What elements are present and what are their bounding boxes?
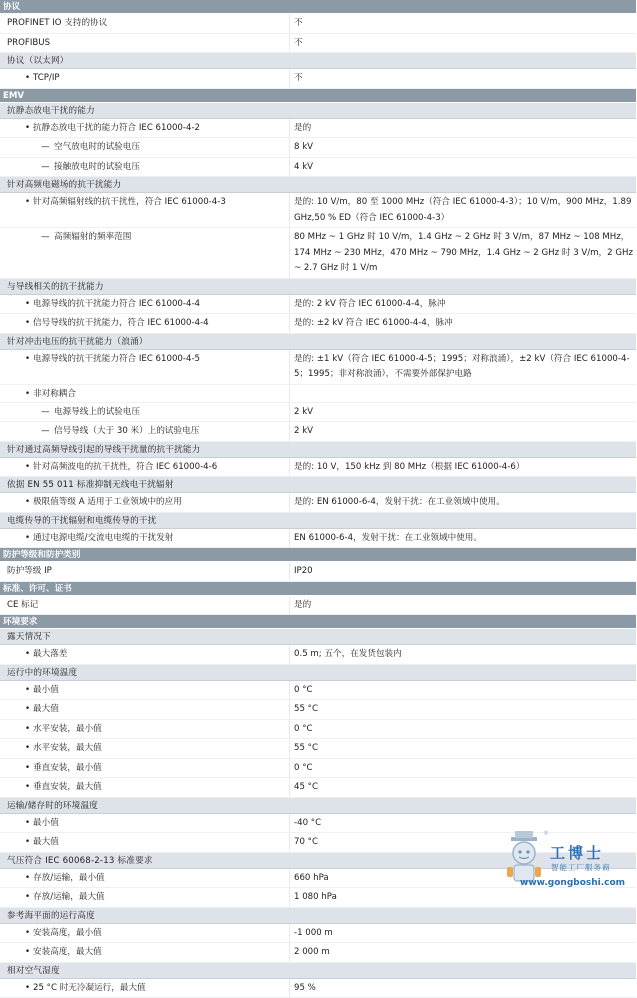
bullet-icon: • [25,531,33,545]
spec-label [0,739,285,755]
group-title: 电缆传导的干扰辐射和电缆传导的干扰 [7,516,157,526]
spec-label-text: 存放/运输，最大值 [33,892,105,902]
bullet-icon: • [25,890,33,904]
bullet-icon: • [25,460,33,474]
group-title: 参考海平面的运行高度 [7,911,95,921]
spec-row [0,739,636,759]
section-header [0,582,636,596]
bullet-icon: • [25,495,33,509]
spec-label [0,350,285,366]
section-header [0,89,636,103]
spec-value: EN 61000-6-4，发射干扰：在工业领域中使用。 [294,529,636,548]
spec-label [0,814,285,830]
bullet-icon: • [25,297,33,311]
spec-label [0,34,285,50]
spec-label-text: 信号导线（大于 30 米）上的试验电压 [54,426,199,436]
spec-value: 是的: ±2 kV 符合 IEC 61000-4-4，脉冲 [294,314,636,333]
spec-value: 是的 [294,596,636,615]
spec-row [0,314,636,334]
column-divider [289,562,290,581]
column-divider [289,833,290,852]
spec-label-text: 水平安装，最小值 [33,724,102,734]
dash-icon: — [41,424,54,438]
group-header [0,665,636,681]
spec-row [0,529,636,549]
bullet-icon: • [25,761,33,775]
column-divider [289,596,290,615]
spec-row [0,759,636,779]
group-header [0,908,636,924]
bullet-icon: • [25,741,33,755]
spec-value: 0.5 m; 五个，在发货包装内 [294,645,636,664]
spec-label-text: 电源导线的抗干扰能力符合 IEC 61000-4-4 [33,299,200,309]
column-divider [289,119,290,138]
bullet-icon: • [25,722,33,736]
spec-value: 4 kV [294,158,636,177]
spec-value: 不 [294,14,636,33]
section-header [0,548,636,562]
group-title: 相对空气湿度 [7,966,60,976]
spec-label [0,193,285,209]
spec-row [0,720,636,740]
spec-label [0,493,285,509]
spec-row [0,562,636,582]
spec-row [0,596,636,616]
spec-label [0,562,285,578]
column-divider [289,14,290,33]
spec-value: 95 % [294,979,636,998]
group-header [0,963,636,979]
spec-label [0,14,285,30]
column-divider [289,814,290,833]
spec-label [0,645,285,661]
spec-label-text: 抗静态放电干扰的能力符合 IEC 61000-4-2 [33,123,200,133]
group-header [0,798,636,814]
watermark-tagline: 智能工厂服务商 [551,862,611,873]
spec-row [0,119,636,139]
section-title: EMV [3,91,24,101]
column-divider [289,69,290,88]
spec-row [0,34,636,54]
bullet-icon: • [25,835,33,849]
spec-row [0,924,636,944]
spec-value: IP20 [294,562,636,581]
spec-row [0,943,636,963]
spec-label-text: 最大值 [33,837,59,847]
spec-value: -40 °C [294,814,636,833]
spec-value: 55 °C [294,739,636,758]
spec-label-text: 接触放电时的试验电压 [54,162,140,172]
spec-label [0,778,285,794]
column-divider [289,720,290,739]
spec-value: 是的 [294,119,636,138]
spec-label [0,138,285,154]
section-title: 防护等级和防护类别 [3,550,80,560]
spec-value: 55 °C [294,700,636,719]
spec-label-text: 防护等级 IP [7,566,52,576]
spec-value: 0 °C [294,759,636,778]
spec-label-text: 电源导线的抗干扰能力符合 IEC 61000-4-5 [33,354,200,364]
bullet-icon: • [25,871,33,885]
spec-label-text: 针对高频波电的抗干扰性，符合 IEC 61000-4-6 [33,462,217,472]
group-title: 气压符合 IEC 60068-2-13 标准要求 [7,856,153,866]
bullet-icon: • [25,816,33,830]
group-header [0,629,636,645]
bullet-icon: • [25,780,33,794]
spec-value: 0 °C [294,720,636,739]
column-divider [289,228,290,278]
spec-row [0,700,636,720]
dash-icon: — [41,230,54,244]
spec-label-text: CE 标记 [7,600,38,610]
spec-label [0,720,285,736]
group-title: 与导线相关的抗干扰能力 [7,282,104,292]
spec-row [0,228,636,279]
bullet-icon: • [25,945,33,959]
column-divider [289,422,290,441]
group-title: 运行中的环境温度 [7,668,77,678]
spec-row [0,138,636,158]
group-title: 协议（以太网） [7,56,69,66]
column-divider [289,193,290,227]
spec-label-text: 极限值等级 A 适用于工业领域中的应用 [33,497,182,507]
bullet-icon: • [25,683,33,697]
group-title: 针对通过高频导线引起的导线干扰量的抗干扰能力 [7,445,200,455]
column-divider [289,943,290,962]
spec-label-text: TCP/IP [33,73,60,83]
spec-value: 是的: EN 61000-6-4，发射干扰：在工业领域中使用。 [294,493,636,512]
spec-row [0,422,636,442]
spec-value: 是的: 10 V，150 kHz 到 80 MHz（根据 IEC 61000-4-6） [294,458,636,477]
group-header [0,442,636,458]
spec-label-text: 信号导线的抗干扰能力，符合 IEC 61000-4-4 [33,318,209,328]
spec-row [0,350,636,385]
dash-icon: — [41,160,54,174]
column-divider [289,34,290,53]
spec-label [0,833,285,849]
spec-label-text: 安装高度，最大值 [33,947,102,957]
group-title: 露天情况下 [7,632,51,642]
column-divider [289,138,290,157]
spec-value: 不 [294,34,636,53]
spec-row [0,69,636,89]
spec-label [0,69,285,85]
group-title: 针对冲击电压的抗干扰能力（浪涌） [7,337,148,347]
group-header [0,513,636,529]
spec-value: 是的: 2 kV 符合 IEC 61000-4-4，脉冲 [294,295,636,314]
spec-label [0,422,285,438]
spec-row [0,493,636,513]
section-header [0,0,636,14]
spec-label-text: 25 °C 时无冷凝运行，最大值 [33,983,146,993]
spec-label-text: 最大值 [33,704,59,714]
spec-label-text: 最小值 [33,818,59,828]
spec-label-text: 高频辐射的频率范围 [54,232,131,242]
spec-value: -1 000 m [294,924,636,943]
column-divider [289,403,290,422]
column-divider [289,924,290,943]
column-divider [289,295,290,314]
spec-label [0,924,285,940]
spec-label [0,458,285,474]
spec-value: 8 kV [294,138,636,157]
watermark-url: www.gongboshi.com [520,878,625,888]
spec-value: 2 kV [294,403,636,422]
column-divider [289,350,290,384]
column-divider [289,645,290,664]
bullet-icon: • [25,647,33,661]
group-header [0,279,636,295]
spec-value: 660 hPa [294,869,636,888]
spec-label-text: 空气放电时的试验电压 [54,142,140,152]
column-divider [289,493,290,512]
spec-label-text: 非对称耦合 [33,389,76,399]
column-divider [289,385,290,402]
column-divider [289,458,290,477]
spec-value: 2 000 m [294,943,636,962]
column-divider [289,778,290,797]
spec-value: 70 °C [294,833,636,852]
spec-value: 45 °C [294,778,636,797]
spec-label-text: 针对高频辐射线的抗干扰性，符合 IEC 61000-4-3 [33,197,226,207]
spec-value: 0 °C [294,681,636,700]
group-header [0,103,636,119]
group-header [0,334,636,350]
column-divider [289,158,290,177]
spec-label-text: 垂直安装，最小值 [33,763,102,773]
bullet-icon: • [25,702,33,716]
section-title: 环境要求 [3,617,37,627]
spec-label-text: 最小值 [33,685,59,695]
spec-label-text: 存放/运输，最小值 [33,873,105,883]
spec-label-text: 电源导线上的试验电压 [54,407,140,417]
spec-row [0,385,636,403]
spec-row [0,158,636,178]
spec-row [0,645,636,665]
bullet-icon: • [25,352,33,366]
column-divider [289,700,290,719]
spec-row [0,14,636,34]
section-title: 标准、许可、证书 [3,584,72,594]
section-header [0,615,636,629]
spec-label [0,228,285,244]
spec-label [0,403,285,419]
spec-label-text: 通过电源电缆/交流电电缆的干扰发射 [33,533,173,543]
spec-label [0,943,285,959]
spec-label [0,759,285,775]
spec-label [0,681,285,697]
group-title: 运输/储存时的环境温度 [7,801,98,811]
svg-text:®: ® [543,830,549,837]
spec-row [0,403,636,423]
watermark-brand: 工博士 [550,842,604,863]
bullet-icon: • [25,387,33,401]
spec-label-text: PROFINET IO 支持的协议 [7,18,107,28]
column-divider [289,759,290,778]
column-divider [289,979,290,998]
column-divider [289,681,290,700]
column-divider [289,314,290,333]
spec-label [0,700,285,716]
spec-value: 80 MHz ~ 1 GHz 时 10 V/m，1.4 GHz ~ 2 GHz 时 3 V/m，87 MHz ~ 108 MHz，174 MHz ~ 230 MHz，470 MHz ~ 790 MHz，1.4 GHz ~ 2 GHz 时 3 V/m，2 GHz ~ 2.7 GHz 时 1 V/m [294,228,636,278]
spec-value: 1 080 hPa [294,888,636,907]
column-divider [289,529,290,548]
spec-label [0,888,285,904]
spec-row [0,778,636,798]
spec-label [0,158,285,174]
dash-icon: — [41,140,54,154]
bullet-icon: • [25,121,33,135]
spec-label [0,295,285,311]
spec-label [0,979,285,995]
spec-row [0,681,636,701]
bullet-icon: • [25,71,33,85]
spec-value: 是的: 10 V/m，80 至 1000 MHz（符合 IEC 61000-4-3）；10 V/m，900 MHz，1.89 GHz,50 % ED（符合 IEC 61000-4-3） [294,193,636,227]
spec-value: 是的: ±1 kV（符合 IEC 61000-4-5；1995；对称浪涌），±2 kV（符合 IEC 61000-4-5；1995；非对称浪涌），不需要外部保护电路 [294,350,636,384]
section-title: 协议 [3,2,20,12]
spec-label [0,529,285,545]
bullet-icon: • [25,316,33,330]
group-header [0,53,636,69]
bullet-icon: • [25,195,33,209]
spec-row [0,295,636,315]
spec-label [0,385,285,401]
spec-label [0,119,285,135]
spec-row [0,979,636,998]
column-divider [289,869,290,888]
group-header [0,177,636,193]
spec-row [0,458,636,478]
spec-value: 2 kV [294,422,636,441]
spec-label [0,596,285,612]
group-title: 抗静态放电干扰的能力 [7,106,95,116]
spec-label-text: PROFIBUS [7,38,50,48]
spec-row [0,193,636,228]
spec-label-text: 最大落差 [33,649,67,659]
spec-value [294,385,636,402]
group-title: 依据 EN 55 011 标准抑制无线电干扰辐射 [7,480,174,490]
spec-label [0,314,285,330]
spec-label-text: 安装高度，最小值 [33,928,102,938]
dash-icon: — [41,405,54,419]
bullet-icon: • [25,981,33,995]
spec-label-text: 垂直安装，最大值 [33,782,102,792]
spec-label [0,869,285,885]
column-divider [289,739,290,758]
spec-label-text: 水平安装，最大值 [33,743,102,753]
column-divider [289,888,290,907]
bullet-icon: • [25,926,33,940]
spec-value: 不 [294,69,636,88]
group-title: 针对高频电磁场的抗干扰能力 [7,180,121,190]
group-header [0,477,636,493]
